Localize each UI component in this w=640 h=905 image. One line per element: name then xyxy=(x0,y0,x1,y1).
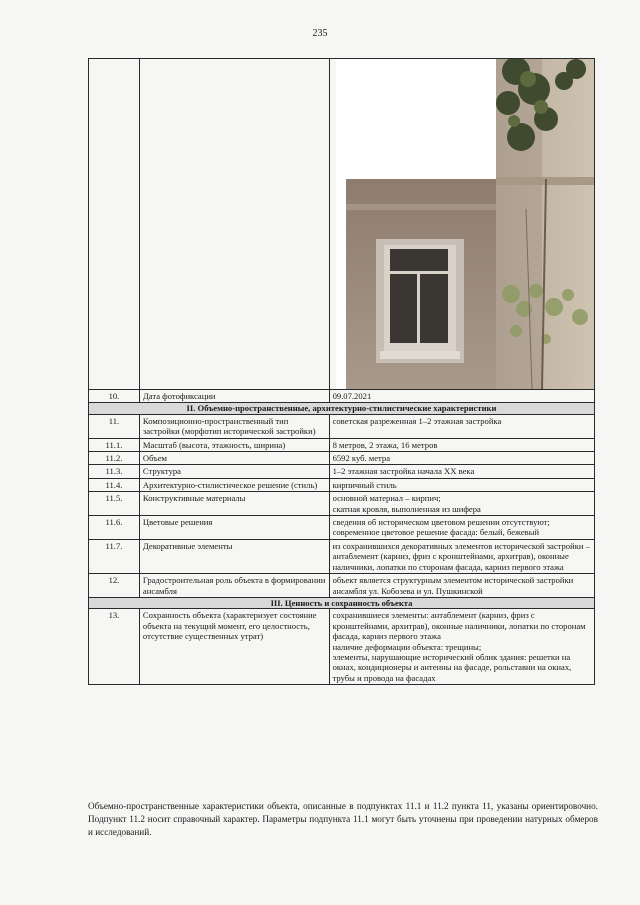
row-value-line: 6592 куб. метра xyxy=(332,453,391,464)
row-value-line: скатная кровля, выполненная из шифера xyxy=(332,503,481,514)
row-label: Структура xyxy=(139,465,329,478)
row-value-line: объект является структурным элементом исторической застройки ансамбля ул. Кобозева и ул. Пушкинской xyxy=(332,575,574,596)
row-label: Объем xyxy=(139,452,329,465)
row-value-line: современное цветовое решение фасада: белый, бежевый xyxy=(332,527,540,538)
section-header-row xyxy=(89,597,595,608)
page-number: 235 xyxy=(312,28,328,39)
table-row xyxy=(89,609,595,685)
table-row xyxy=(89,465,595,478)
row-value xyxy=(329,452,594,465)
row-label: Дата фотофиксации xyxy=(139,390,329,403)
row-value-line: 1–2 этажная застройка начала XX века xyxy=(332,466,475,477)
table-row xyxy=(89,492,595,516)
table-row xyxy=(89,539,595,573)
row-value xyxy=(329,516,594,540)
table-row xyxy=(89,452,595,465)
photo-row-num xyxy=(89,59,140,390)
row-number: 11.7. xyxy=(89,539,140,573)
row-value xyxy=(329,609,594,685)
row-number: 11.1. xyxy=(89,438,140,451)
section-title: III. Ценность и сохранность объекта xyxy=(89,597,595,608)
facade-photo-image xyxy=(336,59,594,389)
table-row xyxy=(89,574,595,598)
table-row xyxy=(89,390,595,403)
row-value-line: 8 метров, 2 этажа, 16 метров xyxy=(332,439,438,450)
row-number: 13. xyxy=(89,609,140,685)
row-value xyxy=(329,465,594,478)
row-label: Конструктивные материалы xyxy=(139,492,329,516)
row-label: Декоративные элементы xyxy=(139,539,329,573)
row-label: Сохранность объекта (характеризует состояние объекта на текущий момент, его целостность, отсутствие существенных утрат) xyxy=(139,609,329,685)
footnote: Объемно-пространственные характеристики объекта, описанные в подпунктах 11.1 и 11.2 пункта 11, указаны ориентировочно. Подпункт 11.2 носит справочный характер. Параметры подпункта 11.1 могут быть уточнены при проведении натурных обмеров и исследований. xyxy=(88,801,598,837)
row-value-line: кирпичный стиль xyxy=(332,479,397,490)
row-value xyxy=(329,492,594,516)
row-value xyxy=(329,390,594,403)
row-value xyxy=(329,438,594,451)
table-row xyxy=(89,438,595,451)
row-number: 11.3. xyxy=(89,465,140,478)
row-value-line: основной материал – кирпич; xyxy=(332,493,441,504)
row-label: Масштаб (высота, этажность, ширина) xyxy=(139,438,329,451)
photo-row-label xyxy=(139,59,329,390)
table-row xyxy=(89,414,595,438)
row-value-line: элементы, нарушающие исторический облик здания: решетки на окнах, кондиционеры и антенны на фасаде, рольставни на окнах, трубы и провода на фасадах xyxy=(332,651,572,683)
row-value-line: советская разреженная 1–2 этажная застройка xyxy=(332,415,502,426)
row-value-line: из сохранившихся декоративных элементов исторической застройки – антаблемент (карниз, фриз с кронштейнами, архитрав), оконные наличники, лопатки по сторонам фасада, карниз первого этажа xyxy=(332,540,590,572)
row-number: 11.5. xyxy=(89,492,140,516)
row-number: 11. xyxy=(89,414,140,438)
row-value-line: сведения об историческом цветовом решении отсутствуют; xyxy=(332,517,550,528)
row-number: 11.4. xyxy=(89,478,140,491)
row-number: 12. xyxy=(89,574,140,598)
row-number: 11.6. xyxy=(89,516,140,540)
row-label: Архитектурно-стилистическое решение (стиль) xyxy=(139,478,329,491)
row-value xyxy=(329,478,594,491)
photo-cell xyxy=(329,59,594,390)
row-value xyxy=(329,539,594,573)
row-value xyxy=(329,414,594,438)
photo-row xyxy=(89,59,595,390)
facade-photo xyxy=(336,59,594,389)
row-value-line: 09.07.2021 xyxy=(332,391,372,401)
table-row xyxy=(89,516,595,540)
row-label: Цветовые решения xyxy=(139,516,329,540)
row-value-line: сохранившиеся элементы: антаблемент (карниз, фриз с кронштейнами, архитрав), оконные наличники, лопатки по сторонам фасада, карниз первого этажа xyxy=(332,610,586,642)
row-value-line: наличие деформации объекта: трещины; xyxy=(332,641,482,652)
section-header-row xyxy=(89,403,595,414)
section-title: II. Объемно-пространственные, архитектурно-стилистические характеристики xyxy=(89,403,595,414)
row-value xyxy=(329,574,594,598)
row-number: 10. xyxy=(89,390,140,403)
table-row xyxy=(89,478,595,491)
characteristics-table xyxy=(88,58,595,685)
row-number: 11.2. xyxy=(89,452,140,465)
row-label: Градостроительная роль объекта в формировании ансамбля xyxy=(139,574,329,598)
row-label: Композиционно-пространственный тип застройки (морфотип исторической застройки) xyxy=(139,414,329,438)
